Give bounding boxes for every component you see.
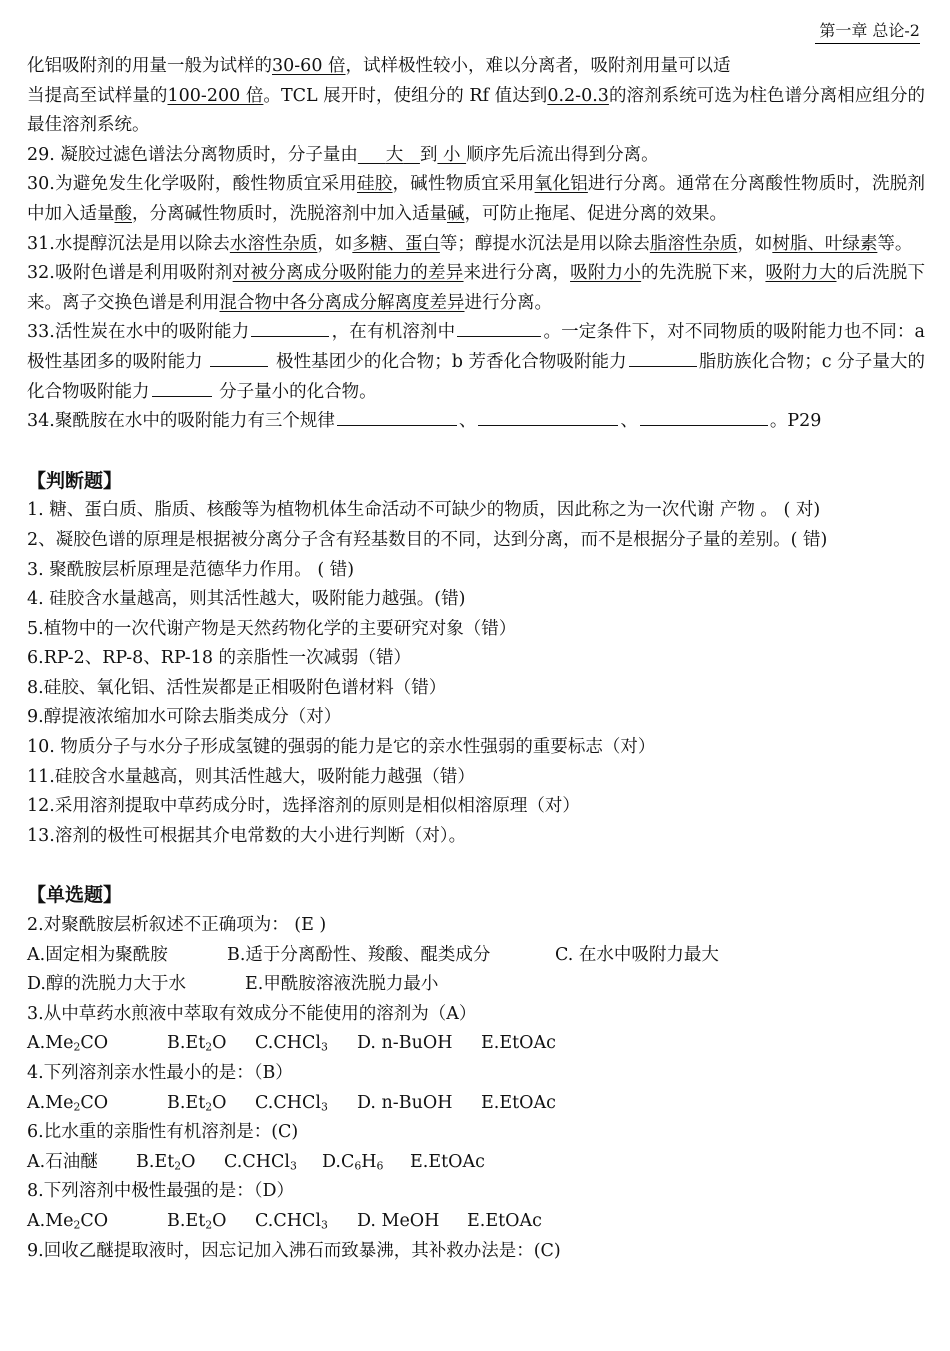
- option-b: [167, 1029, 255, 1059]
- q31-text: 等；醇提水沉法是用以除去: [439, 233, 650, 254]
- q31-answer-2: 多糖、蛋白: [352, 233, 440, 254]
- formula-part: D.C: [322, 1151, 355, 1172]
- tf-item: 1. 糖、蛋白质、脂质、核酸等为植物机体生命活动不可缺少的物质，因此称之为一次代谢 产物 。 ( 对): [27, 500, 821, 521]
- tf-item: 3. 聚酰胺层析原理是范德华力作用。 ( 错): [27, 559, 355, 580]
- formula-part: O: [181, 1151, 196, 1172]
- formula-part: CO: [80, 1092, 109, 1113]
- sc-q2-options-row-1: [27, 941, 925, 971]
- sc-q6-stem: 6.比水重的亲脂性有机溶剂是：(C): [27, 1122, 299, 1143]
- formula-part: H: [361, 1151, 377, 1172]
- tf-item: 8.硅胶、氧化铝、活性炭都是正相吸附色谱材料（错）: [27, 677, 447, 698]
- formula-part: C.CHCl: [255, 1033, 321, 1054]
- q34-text: 34.聚酰胺在水中的吸附能力有三个规律: [27, 411, 335, 432]
- q29-answer-2-text: 小: [443, 144, 461, 165]
- formula-subscript: 2: [73, 1218, 81, 1232]
- q31-text: ，如: [317, 233, 353, 254]
- q29-text: 29. 凝胶过滤色谱法分离物质时，分子量由: [27, 144, 358, 165]
- option-e: E.甲酰胺溶液洗脱力最小: [245, 974, 439, 995]
- q32: [27, 259, 925, 318]
- q31-text: ，如: [737, 233, 773, 254]
- q31-answer-1: 水溶性杂质: [229, 233, 318, 254]
- q29-text: 到: [419, 144, 438, 165]
- formula-part: A.Me: [27, 1210, 74, 1231]
- q33-text: 分子量小的化合物。: [219, 381, 377, 402]
- option-a: [27, 1089, 167, 1119]
- option-b: [167, 1089, 255, 1119]
- q28-answer-1: 30-60 倍: [272, 56, 346, 76]
- q32-text: 的先洗脱下来，: [641, 263, 766, 284]
- q30-answer-3: 酸: [114, 203, 132, 224]
- q30-text: ，可防止拖尾、促进分离的效果。: [464, 203, 727, 224]
- q28-text: 的溶剂系统可选为柱色谱分离相应组分的最佳溶剂系统。: [27, 85, 926, 136]
- q34-blank-1[interactable]: [337, 408, 457, 427]
- option-b: [136, 1148, 224, 1178]
- q28-line-1: [27, 52, 925, 82]
- q32-answer-3: 吸附力大: [765, 263, 837, 284]
- sc-q3-options: [27, 1029, 925, 1059]
- q32-answer-1: 对被分离成分吸附能力的差异: [232, 263, 464, 284]
- formula-subscript: 3: [320, 1041, 328, 1055]
- formula-part: CO: [80, 1033, 109, 1054]
- formula-part: CO: [80, 1210, 109, 1231]
- q30: [27, 170, 925, 229]
- q28-text: 。TCL 展开时，使组分的 Rf 值达到: [263, 85, 548, 106]
- sc-q6-options: [27, 1148, 925, 1178]
- q28-text: 当提高至试样量的: [27, 85, 168, 106]
- q32-answer-4: 混合物中各分离成分解离度差异: [219, 292, 465, 313]
- tf-item: 6.RP-2、RP-8、RP-18 的亲脂性一次减弱（错）: [27, 648, 412, 669]
- option-a: [27, 1207, 167, 1237]
- tf-item: 2、凝胶色谱的原理是根据被分离分子含有羟基数目的不同，达到分离，而不是根据分子量的差别。( 错): [27, 529, 828, 550]
- q30-text: ，分离碱性物质时，洗脱溶剂中加入适量: [132, 203, 447, 224]
- q31-answer-3: 脂溶性杂质: [649, 233, 738, 254]
- q29-text: 顺序先后流出得到分离。: [466, 144, 659, 165]
- q30-text: ，碱性物质宜采用: [392, 174, 535, 195]
- formula-subscript: 3: [289, 1159, 297, 1173]
- q34-separator: 、: [458, 411, 477, 432]
- option-c: [255, 1207, 357, 1237]
- option-c: [255, 1089, 357, 1119]
- tf-item: 11.硅胶含水量越高，则其活性越大，吸附能力越强（错）: [27, 766, 475, 787]
- q33-text: 极性基团少的化合物；b 芳香化合物吸附能力: [276, 351, 627, 372]
- option-b: B.适于分离酚性、羧酸、醌类成分: [227, 944, 491, 965]
- option-a: A.石油醚: [27, 1151, 98, 1172]
- formula-part: A.Me: [27, 1033, 74, 1054]
- option-d: D. n-BuOH: [357, 1033, 453, 1054]
- q29-answer-1-text: 大: [385, 144, 404, 165]
- option-e: E.EtOAc: [467, 1210, 542, 1231]
- q34-text: 。P29: [769, 411, 822, 432]
- formula-subscript: 2: [174, 1159, 182, 1173]
- q33-text: 脂肪族化合物；c 分子量大的化合物吸附能力: [27, 351, 925, 402]
- q33-blank-3[interactable]: [210, 348, 268, 367]
- document-body: [27, 52, 925, 1266]
- q29-answer-1: [358, 145, 420, 165]
- option-e: E.EtOAc: [410, 1151, 485, 1172]
- q29-answer-2: [437, 145, 466, 165]
- q30-answer-2: 氧化铝: [534, 174, 588, 195]
- q28-answer-3: 0.2-0.3: [547, 85, 609, 106]
- option-d: D. MeOH: [357, 1210, 440, 1231]
- single-choice-heading: 【单选题】: [27, 884, 123, 907]
- q34: [27, 407, 925, 437]
- tf-item: 13.溶剂的极性可根据其介电常数的大小进行判断（对）。: [27, 825, 467, 846]
- sc-q4-options: [27, 1089, 925, 1119]
- formula-part: O: [212, 1033, 227, 1054]
- formula-part: O: [212, 1092, 227, 1113]
- sc-q8-options: [27, 1207, 925, 1237]
- formula-subscript: 6: [376, 1159, 384, 1173]
- formula-subscript: 3: [320, 1218, 328, 1232]
- q28-answer-2: 100-200 倍: [167, 85, 264, 106]
- formula-subscript: 2: [205, 1218, 213, 1232]
- formula-part: A.Me: [27, 1092, 74, 1113]
- formula-part: C.CHCl: [224, 1151, 290, 1172]
- q31: [27, 230, 925, 260]
- option-e: E.EtOAc: [481, 1033, 556, 1054]
- q32-text: 32.吸附色谱是利用吸附剂: [27, 263, 233, 284]
- option-d: D.醇的洗脱力大于水: [27, 974, 186, 995]
- q34-blank-3[interactable]: [640, 408, 768, 427]
- q28-line-2: [27, 82, 925, 141]
- tf-item: 9.醇提液浓缩加水可除去脂类成分（对）: [27, 707, 342, 728]
- tf-item: 5.植物中的一次代谢产物是天然药物化学的主要研究对象（错）: [27, 618, 517, 639]
- q32-text: 的后洗脱下来。离子交换色谱是利用: [27, 263, 926, 313]
- formula-subscript: 6: [354, 1159, 362, 1173]
- formula-part: C.CHCl: [255, 1210, 321, 1231]
- q32-answer-2: 吸附力小: [570, 263, 642, 284]
- sc-q4-stem: 4.下列溶剂亲水性最小的是：（B）: [27, 1063, 293, 1083]
- tf-item: 10. 物质分子与水分子形成氢键的强弱的能力是它的亲水性强弱的重要标志（对）: [27, 737, 656, 758]
- formula-part: O: [212, 1210, 227, 1231]
- q33: [27, 318, 925, 407]
- q33-text: ，在有机溶剂中: [331, 322, 456, 343]
- q32-text: 来进行分离，: [463, 263, 571, 284]
- q28-text: 化铝吸附剂的用量一般为试样的: [27, 56, 272, 76]
- q33-text: 。一定条件下，对不同物质的吸附能力也不同：a 极性基团多的吸附能力: [27, 322, 925, 372]
- q31-text: 31.水提醇沉法是用以除去: [27, 233, 230, 254]
- option-e: E.EtOAc: [481, 1092, 556, 1113]
- q33-blank-4[interactable]: [629, 348, 697, 367]
- option-d: [322, 1148, 410, 1178]
- q28-text: ，试样极性较小，难以分离者，吸附剂用量可以适: [345, 56, 731, 76]
- option-c: [224, 1148, 322, 1178]
- option-b: [167, 1207, 255, 1237]
- sc-q3-stem: 3.从中草药水煎液中萃取有效成分不能使用的溶剂为（A）: [27, 1003, 477, 1024]
- option-d: D. n-BuOH: [357, 1092, 453, 1113]
- tf-item: 4. 硅胶含水量越高，则其活性越大，吸附能力越强。(错): [27, 589, 466, 610]
- option-c: C. 在水中吸附力最大: [555, 944, 719, 965]
- q31-answer-4: 树脂、叶绿素: [772, 233, 878, 254]
- q33-blank-2[interactable]: [457, 319, 541, 338]
- q34-separator: 、: [620, 411, 638, 432]
- q32-text: 进行分离。: [464, 292, 552, 313]
- formula-subscript: 2: [73, 1041, 81, 1055]
- q31-text: 等。: [877, 233, 913, 254]
- formula-subscript: 2: [205, 1100, 213, 1114]
- formula-part: B.Et: [136, 1151, 175, 1172]
- sc-q9-stem: 9.回收乙醚提取液时，因忘记加入沸石而致暴沸，其补救办法是：(C): [27, 1240, 561, 1261]
- tf-item: 12.采用溶剂提取中草药成分时，选择溶剂的原则是相似相溶原理（对）: [27, 796, 580, 817]
- q33-blank-1[interactable]: [251, 319, 329, 338]
- formula-part: B.Et: [167, 1033, 206, 1054]
- page-header: 第一章 总论-2: [815, 20, 920, 44]
- q33-blank-5[interactable]: [152, 378, 212, 397]
- true-false-heading: 【判断题】: [27, 469, 123, 492]
- sc-q2-stem: 2.对聚酰胺层析叙述不正确项为： (E ): [27, 915, 327, 936]
- option-a: A.固定相为聚酰胺: [27, 944, 168, 965]
- q30-text: 进行分离。通常在分离酸性物质时，洗脱剂中加入适量: [27, 174, 926, 224]
- formula-subscript: 3: [320, 1100, 328, 1114]
- q34-blank-2[interactable]: [478, 408, 618, 427]
- sc-q8-stem: 8.下列溶剂中极性最强的是：（D）: [27, 1181, 294, 1202]
- sc-q2-options-row-2: [27, 970, 925, 1000]
- formula-part: B.Et: [167, 1210, 206, 1231]
- q30-answer-1: 硅胶: [356, 174, 393, 195]
- q33-text: 33.活性炭在水中的吸附能力: [27, 322, 250, 343]
- q29: [27, 141, 925, 171]
- option-a: [27, 1029, 167, 1059]
- formula-subscript: 2: [205, 1041, 213, 1055]
- option-c: [255, 1029, 357, 1059]
- q30-answer-4: 碱: [447, 203, 465, 224]
- formula-part: C.CHCl: [255, 1092, 321, 1113]
- q30-text: 30.为避免发生化学吸附，酸性物质宜采用: [27, 174, 357, 195]
- formula-part: B.Et: [167, 1092, 206, 1113]
- formula-subscript: 2: [73, 1100, 81, 1114]
